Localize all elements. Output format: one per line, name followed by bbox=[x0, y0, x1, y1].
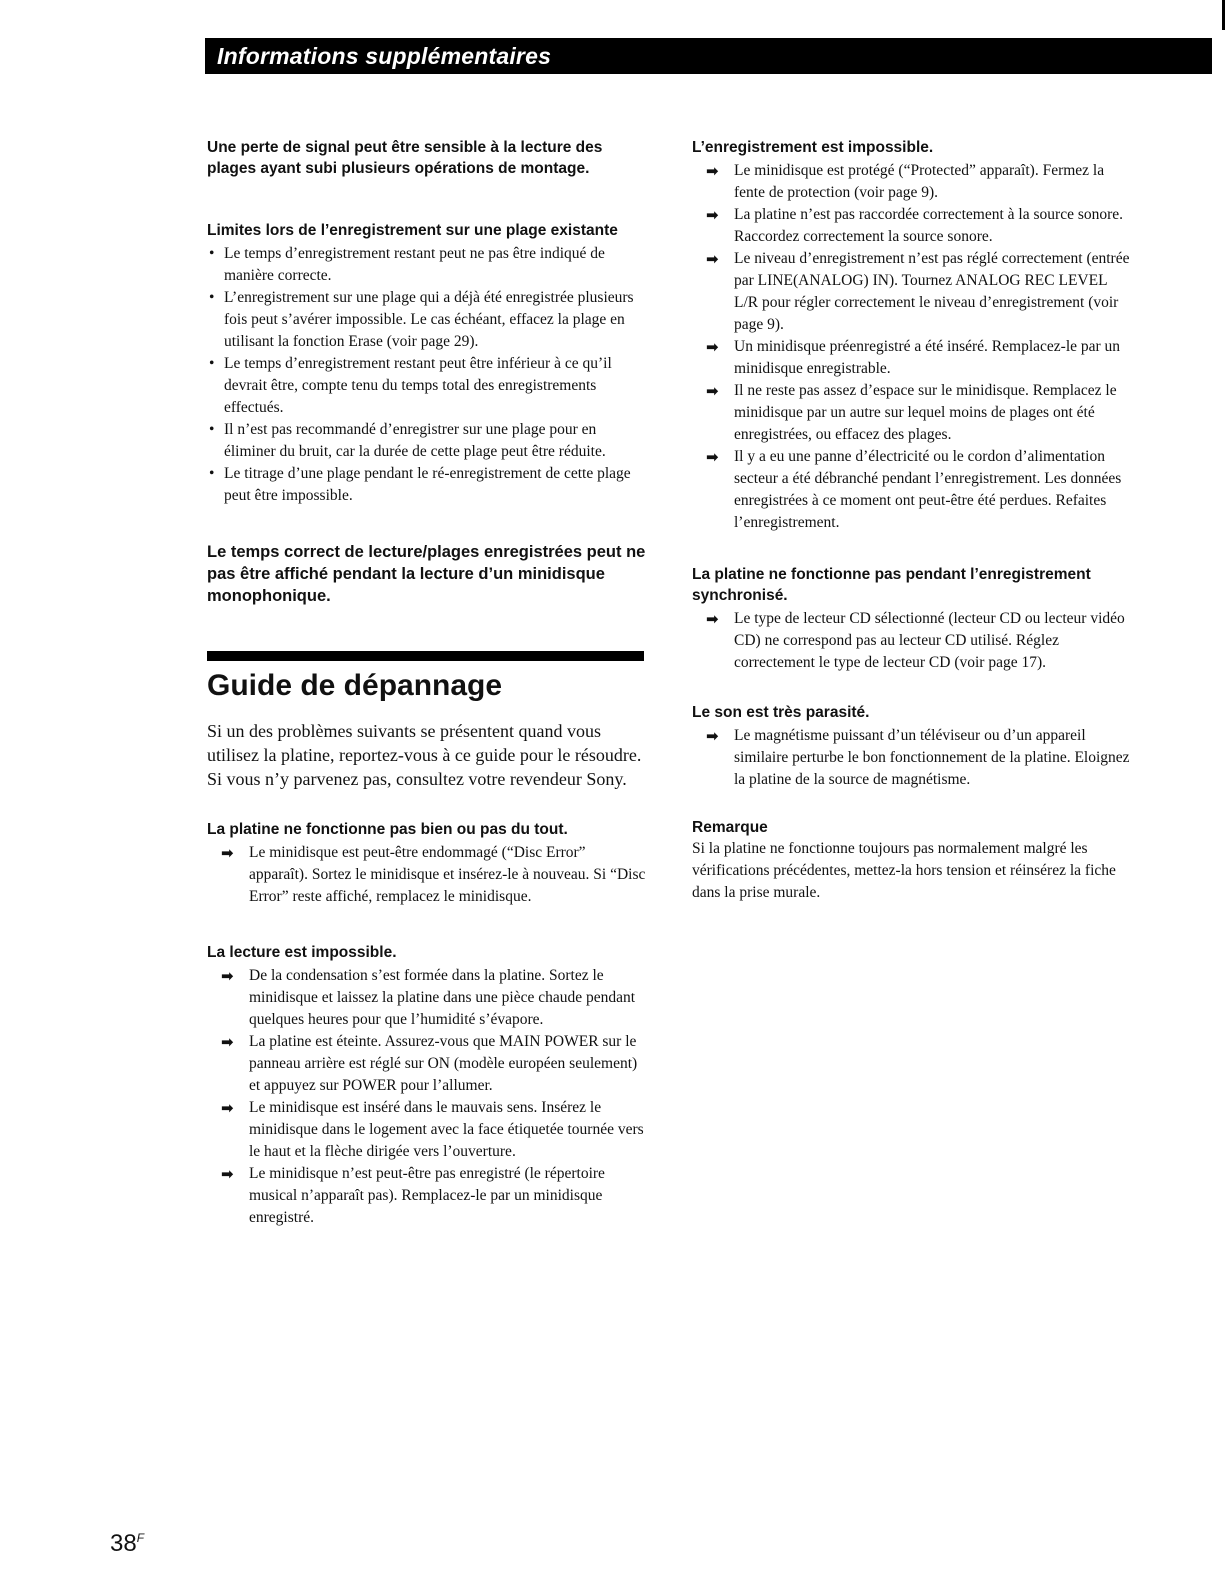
arrow-right-icon: ➡ bbox=[221, 1033, 234, 1051]
problem-heading-sync-recording: La platine ne fonctionne pas pendant l’enregistrement synchronisé. bbox=[692, 566, 1091, 604]
list-item: • Le temps d’enregistrement restant peut être inférieur à ce qu’il devrait être, compte tenu du temps total des enregistrements effectués. bbox=[209, 355, 612, 416]
guide-section bbox=[207, 651, 647, 791]
list-item: ➡ De la condensation s’est formée dans la platine. Sortez le minidisque et laissez la platine dans une pièce chaude pendant quelques heures pour que l’humidité s’évapore. bbox=[221, 967, 636, 1028]
bullet-dot-icon: • bbox=[209, 355, 215, 372]
list-item: ➡ Le minidisque n’est peut-être pas enregistré (le répertoire musical n’apparaît pas). Remplacez-le par un minidisque enregistré. bbox=[221, 1165, 605, 1226]
list-item: ➡ Le minidisque est protégé (“Protected” apparaît). Fermez la fente de protection (voir page 9). bbox=[706, 162, 1105, 201]
note-text: Si la platine ne fonctionne toujours pas normalement malgré les vérifications précédentes, mettez-la hors tension et réinsérez la fiche dans la prise murale. bbox=[692, 840, 1116, 901]
page-number: $38^F$ bbox=[110, 1530, 145, 1557]
recording-limits-heading: Limites lors de l’enregistrement sur une plage existante bbox=[207, 222, 618, 239]
right-column bbox=[692, 137, 1132, 904]
list-item: ➡ Le minidisque est inséré dans le mauvais sens. Insérez le minidisque dans le logement avec la face étiquetée tournée vers le haut et la flèche dirigée vers l’ouverture. bbox=[221, 1099, 644, 1160]
problem-heading-playback: La lecture est impossible. bbox=[207, 944, 397, 961]
list-item: • Il n’est pas recommandé d’enregistrer sur une plage pour en éliminer du bruit, car la durée de cette plage peut être réduite. bbox=[209, 421, 606, 460]
list-item: ➡ Le niveau d’enregistrement n’est pas réglé correctement (entrée par LINE(ANALOG) IN). Tournez ANALOG REC LEVEL L/R pour régler correctement le niveau d’enregistrement (voir page 9). bbox=[706, 250, 1130, 333]
list-item: ➡ Un minidisque préenregistré a été inséré. Remplacez-le par un minidisque enregistrable. bbox=[706, 338, 1121, 377]
list-item: ➡ Le minidisque est peut-être endommagé (“Disc Error” apparaît). Sortez le minidisque et insérez-le à nouveau. Si “Disc Error” reste affiché, remplacez le minidisque. bbox=[221, 844, 646, 905]
recording-limits-list bbox=[207, 243, 647, 507]
section-banner bbox=[205, 38, 1212, 74]
list-item: ➡ Le type de lecteur CD sélectionné (lecteur CD ou lecteur vidéo CD) ne correspond pas au lecteur CD utilisé. Réglez correctement le type de lecteur CD (voir page 17). bbox=[706, 610, 1125, 671]
arrow-right-icon: ➡ bbox=[706, 338, 719, 356]
guide-title: Guide de dépannage bbox=[207, 669, 503, 702]
bullet-dot-icon: • bbox=[209, 465, 215, 482]
list-item: ➡ La platine n’est pas raccordée correctement à la source sonore. Raccordez correctement la source sonore. bbox=[706, 206, 1124, 245]
bullet-dot-icon: • bbox=[209, 245, 215, 262]
bullet-dot-icon: • bbox=[209, 421, 215, 438]
problem-heading-not-working: La platine ne fonctionne pas bien ou pas du tout. bbox=[207, 821, 568, 838]
bullet-dot-icon: • bbox=[209, 289, 215, 306]
problem-list-not-working bbox=[207, 842, 647, 908]
list-item: • Le temps d’enregistrement restant peut ne pas être indiqué de manière correcte. bbox=[209, 245, 605, 284]
page-number-suffix: F bbox=[136, 1531, 145, 1545]
signal-loss-heading: Une perte de signal peut être sensible à la lecture des plages ayant subi plusieurs opérations de montage. bbox=[207, 139, 603, 177]
note-heading: Remarque bbox=[692, 819, 768, 836]
arrow-right-icon: ➡ bbox=[706, 382, 719, 400]
banner-title: Informations supplémentaires bbox=[217, 43, 552, 69]
problem-heading-noise: Le son est très parasité. bbox=[692, 704, 870, 721]
mono-playback-heading: Le temps correct de lecture/plages enregistrées peut ne pas être affiché pendant la lecture d’un minidisque monophonique. bbox=[207, 543, 646, 605]
list-item: ➡ Il y a eu une panne d’électricité ou le cordon d’alimentation secteur a été débranché pendant l’enregistrement. Les données enregistrées à ce moment ont peut-être été perdues. Refaites l’enregistrement. bbox=[706, 448, 1122, 531]
problem-heading-recording: L’enregistrement est impossible. bbox=[692, 139, 934, 156]
arrow-right-icon: ➡ bbox=[221, 967, 234, 985]
list-item: • Le titrage d’une plage pendant le ré-enregistrement de cette plage peut être impossible. bbox=[209, 465, 631, 504]
arrow-right-icon: ➡ bbox=[706, 610, 719, 628]
problem-list-playback bbox=[207, 965, 647, 1229]
guide-intro: Si un des problèmes suivants se présentent quand vous utilisez la platine, reportez-vous à ce guide pour le résoudre. Si vous n’y parvenez pas, consultez votre revendeur Sony. bbox=[207, 721, 642, 789]
arrow-right-icon: ➡ bbox=[706, 206, 719, 224]
arrow-right-icon: ➡ bbox=[221, 844, 234, 862]
arrow-right-icon: ➡ bbox=[706, 448, 719, 466]
list-item: ➡ Il ne reste pas assez d’espace sur le minidisque. Remplacez le minidisque par un autre sur lequel moins de plages ont été enregistrées, ou effacez des plages. bbox=[706, 382, 1117, 443]
list-item: ➡ Le magnétisme puissant d’un téléviseur ou d’un appareil similaire perturbe le bon fonctionnement de la platine. Eloignez la platine de la source de magnétisme. bbox=[706, 727, 1130, 788]
arrow-right-icon: ➡ bbox=[706, 250, 719, 268]
problem-list-sync-recording bbox=[692, 608, 1132, 674]
arrow-right-icon: ➡ bbox=[706, 162, 719, 180]
guide-title-rule bbox=[207, 651, 644, 661]
arrow-right-icon: ➡ bbox=[706, 727, 719, 745]
arrow-right-icon: ➡ bbox=[221, 1099, 234, 1117]
problem-list-recording bbox=[692, 160, 1132, 534]
left-column bbox=[207, 137, 647, 1229]
arrow-right-icon: ➡ bbox=[221, 1165, 234, 1183]
list-item: • L’enregistrement sur une plage qui a déjà été enregistrée plusieurs fois peut s’avérer impossible. Le cas échéant, effacez la plage en utilisant la fonction Erase (voir page 29). bbox=[209, 289, 634, 350]
list-item: ➡ La platine est éteinte. Assurez-vous que MAIN POWER sur le panneau arrière est réglé sur ON (modèle européen seulement) et appuyez sur POWER pour l’allumer. bbox=[221, 1033, 638, 1094]
problem-list-noise bbox=[692, 725, 1132, 791]
